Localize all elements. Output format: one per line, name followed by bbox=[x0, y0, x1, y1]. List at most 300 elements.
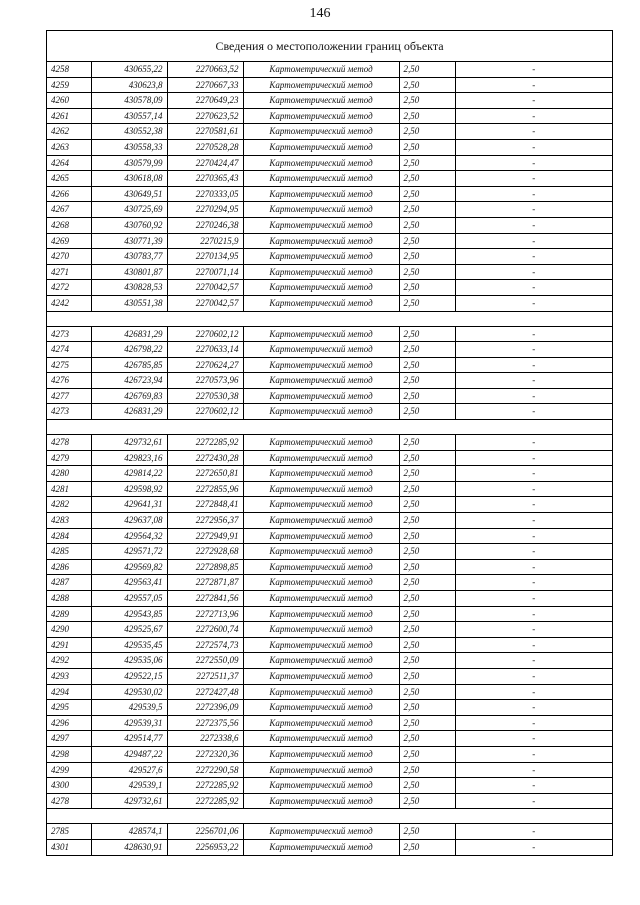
note-cell: - bbox=[455, 93, 612, 109]
table-row bbox=[47, 606, 612, 622]
table-row bbox=[47, 591, 612, 607]
coord-y-cell: 2256953,22 bbox=[167, 839, 243, 855]
point-number-cell: 4287 bbox=[47, 575, 91, 591]
method-cell: Картометрический метод bbox=[243, 575, 399, 591]
accuracy-cell: 2,50 bbox=[399, 700, 455, 716]
table-row bbox=[47, 77, 612, 93]
method-cell: Картометрический метод bbox=[243, 824, 399, 840]
point-number-cell: 4270 bbox=[47, 249, 91, 265]
method-cell: Картометрический метод bbox=[243, 778, 399, 794]
method-cell: Картометрический метод bbox=[243, 559, 399, 575]
point-number-cell: 4283 bbox=[47, 513, 91, 529]
table-row bbox=[47, 388, 612, 404]
note-cell: - bbox=[455, 186, 612, 202]
point-number-cell: 4274 bbox=[47, 342, 91, 358]
table-row bbox=[47, 342, 612, 358]
point-number-cell: 2785 bbox=[47, 824, 91, 840]
table-row bbox=[47, 824, 612, 840]
accuracy-cell: 2,50 bbox=[399, 357, 455, 373]
coord-y-cell: 2270424,47 bbox=[167, 155, 243, 171]
note-cell: - bbox=[455, 575, 612, 591]
accuracy-cell: 2,50 bbox=[399, 746, 455, 762]
coord-y-cell: 2272285,92 bbox=[167, 793, 243, 809]
method-cell: Картометрический метод bbox=[243, 264, 399, 280]
accuracy-cell: 2,50 bbox=[399, 217, 455, 233]
table-row bbox=[47, 249, 612, 265]
note-cell: - bbox=[455, 731, 612, 747]
coord-y-cell: 2270602,12 bbox=[167, 326, 243, 342]
note-cell: - bbox=[455, 778, 612, 794]
coord-x-cell: 429732,61 bbox=[91, 435, 167, 451]
table-row bbox=[47, 280, 612, 296]
coord-y-cell: 2270624,27 bbox=[167, 357, 243, 373]
coord-y-cell: 2272956,37 bbox=[167, 513, 243, 529]
accuracy-cell: 2,50 bbox=[399, 388, 455, 404]
note-cell: - bbox=[455, 295, 612, 311]
coord-y-cell: 2270667,33 bbox=[167, 77, 243, 93]
coord-x-cell: 429525,67 bbox=[91, 622, 167, 638]
method-cell: Картометрический метод bbox=[243, 653, 399, 669]
point-number-cell: 4278 bbox=[47, 793, 91, 809]
accuracy-cell: 2,50 bbox=[399, 186, 455, 202]
table-row bbox=[47, 404, 612, 420]
note-cell: - bbox=[455, 793, 612, 809]
table-row bbox=[47, 233, 612, 249]
group-separator bbox=[47, 311, 612, 326]
accuracy-cell: 2,50 bbox=[399, 622, 455, 638]
method-cell: Картометрический метод bbox=[243, 186, 399, 202]
accuracy-cell: 2,50 bbox=[399, 668, 455, 684]
coord-x-cell: 429563,41 bbox=[91, 575, 167, 591]
method-cell: Картометрический метод bbox=[243, 544, 399, 560]
table-row bbox=[47, 622, 612, 638]
accuracy-cell: 2,50 bbox=[399, 108, 455, 124]
note-cell: - bbox=[455, 668, 612, 684]
coord-x-cell: 430551,38 bbox=[91, 295, 167, 311]
coord-y-cell: 2270623,52 bbox=[167, 108, 243, 124]
point-number-cell: 4264 bbox=[47, 155, 91, 171]
coord-y-cell: 2270573,96 bbox=[167, 373, 243, 389]
accuracy-cell: 2,50 bbox=[399, 171, 455, 187]
method-cell: Картометрический метод bbox=[243, 139, 399, 155]
method-cell: Картометрический метод bbox=[243, 606, 399, 622]
point-number-cell: 4297 bbox=[47, 731, 91, 747]
accuracy-cell: 2,50 bbox=[399, 497, 455, 513]
coord-x-cell: 429557,05 bbox=[91, 591, 167, 607]
coord-x-cell: 430579,99 bbox=[91, 155, 167, 171]
table-row bbox=[47, 793, 612, 809]
coord-x-cell: 426798,22 bbox=[91, 342, 167, 358]
separator-cell bbox=[47, 809, 612, 824]
point-number-cell: 4279 bbox=[47, 450, 91, 466]
coord-y-cell: 2272949,91 bbox=[167, 528, 243, 544]
accuracy-cell: 2,50 bbox=[399, 839, 455, 855]
coord-y-cell: 2272285,92 bbox=[167, 435, 243, 451]
method-cell: Картометрический метод bbox=[243, 388, 399, 404]
point-number-cell: 4288 bbox=[47, 591, 91, 607]
method-cell: Картометрический метод bbox=[243, 746, 399, 762]
point-number-cell: 4273 bbox=[47, 326, 91, 342]
coord-x-cell: 430771,39 bbox=[91, 233, 167, 249]
coord-x-cell: 426785,85 bbox=[91, 357, 167, 373]
method-cell: Картометрический метод bbox=[243, 762, 399, 778]
accuracy-cell: 2,50 bbox=[399, 528, 455, 544]
accuracy-cell: 2,50 bbox=[399, 202, 455, 218]
method-cell: Картометрический метод bbox=[243, 357, 399, 373]
point-number-cell: 4295 bbox=[47, 700, 91, 716]
table-row bbox=[47, 295, 612, 311]
table-row bbox=[47, 839, 612, 855]
coord-y-cell: 2270042,57 bbox=[167, 280, 243, 296]
table-row bbox=[47, 435, 612, 451]
table-row bbox=[47, 217, 612, 233]
method-cell: Картометрический метод bbox=[243, 77, 399, 93]
coord-x-cell: 429522,15 bbox=[91, 668, 167, 684]
note-cell: - bbox=[455, 715, 612, 731]
point-number-cell: 4280 bbox=[47, 466, 91, 482]
accuracy-cell: 2,50 bbox=[399, 155, 455, 171]
coord-x-cell: 428630,91 bbox=[91, 839, 167, 855]
note-cell: - bbox=[455, 77, 612, 93]
point-number-cell: 4289 bbox=[47, 606, 91, 622]
note-cell: - bbox=[455, 357, 612, 373]
table-row bbox=[47, 513, 612, 529]
method-cell: Картометрический метод bbox=[243, 528, 399, 544]
coord-y-cell: 2272713,96 bbox=[167, 606, 243, 622]
coord-y-cell: 2270246,38 bbox=[167, 217, 243, 233]
accuracy-cell: 2,50 bbox=[399, 513, 455, 529]
coord-y-cell: 2272600,74 bbox=[167, 622, 243, 638]
point-number-cell: 4260 bbox=[47, 93, 91, 109]
accuracy-cell: 2,50 bbox=[399, 481, 455, 497]
method-cell: Картометрический метод bbox=[243, 497, 399, 513]
coord-x-cell: 429530,02 bbox=[91, 684, 167, 700]
coord-x-cell: 429641,31 bbox=[91, 497, 167, 513]
table-row bbox=[47, 155, 612, 171]
point-number-cell: 4242 bbox=[47, 295, 91, 311]
point-number-cell: 4269 bbox=[47, 233, 91, 249]
coord-x-cell: 430578,09 bbox=[91, 93, 167, 109]
note-cell: - bbox=[455, 388, 612, 404]
method-cell: Картометрический метод bbox=[243, 342, 399, 358]
coord-y-cell: 2272511,37 bbox=[167, 668, 243, 684]
note-cell: - bbox=[455, 637, 612, 653]
accuracy-cell: 2,50 bbox=[399, 404, 455, 420]
point-number-cell: 4259 bbox=[47, 77, 91, 93]
table-title: Сведения о местоположении границ объекта bbox=[47, 31, 612, 62]
coord-x-cell: 426769,83 bbox=[91, 388, 167, 404]
accuracy-cell: 2,50 bbox=[399, 591, 455, 607]
accuracy-cell: 2,50 bbox=[399, 139, 455, 155]
table-row bbox=[47, 497, 612, 513]
accuracy-cell: 2,50 bbox=[399, 450, 455, 466]
coord-x-cell: 429637,08 bbox=[91, 513, 167, 529]
coord-y-cell: 2270071,14 bbox=[167, 264, 243, 280]
table-row bbox=[47, 264, 612, 280]
coord-y-cell: 2270663,52 bbox=[167, 62, 243, 77]
accuracy-cell: 2,50 bbox=[399, 435, 455, 451]
coord-y-cell: 2270602,12 bbox=[167, 404, 243, 420]
accuracy-cell: 2,50 bbox=[399, 793, 455, 809]
coord-x-cell: 428574,1 bbox=[91, 824, 167, 840]
point-number-cell: 4263 bbox=[47, 139, 91, 155]
accuracy-cell: 2,50 bbox=[399, 544, 455, 560]
coord-x-cell: 429487,22 bbox=[91, 746, 167, 762]
method-cell: Картометрический метод bbox=[243, 637, 399, 653]
note-cell: - bbox=[455, 326, 612, 342]
table-row bbox=[47, 700, 612, 716]
note-cell: - bbox=[455, 404, 612, 420]
coord-y-cell: 2272290,58 bbox=[167, 762, 243, 778]
method-cell: Картометрический метод bbox=[243, 202, 399, 218]
method-cell: Картометрический метод bbox=[243, 155, 399, 171]
coord-y-cell: 2272841,56 bbox=[167, 591, 243, 607]
method-cell: Картометрический метод bbox=[243, 700, 399, 716]
accuracy-cell: 2,50 bbox=[399, 93, 455, 109]
table-row bbox=[47, 108, 612, 124]
point-number-cell: 4293 bbox=[47, 668, 91, 684]
point-number-cell: 4294 bbox=[47, 684, 91, 700]
method-cell: Картометрический метод bbox=[243, 108, 399, 124]
method-cell: Картометрический метод bbox=[243, 731, 399, 747]
coord-x-cell: 430655,22 bbox=[91, 62, 167, 77]
coord-y-cell: 2270528,28 bbox=[167, 139, 243, 155]
coord-x-cell: 430558,33 bbox=[91, 139, 167, 155]
coord-x-cell: 429535,45 bbox=[91, 637, 167, 653]
note-cell: - bbox=[455, 202, 612, 218]
table-row bbox=[47, 62, 612, 77]
accuracy-cell: 2,50 bbox=[399, 653, 455, 669]
note-cell: - bbox=[455, 497, 612, 513]
coord-x-cell: 429543,85 bbox=[91, 606, 167, 622]
method-cell: Картометрический метод bbox=[243, 326, 399, 342]
coord-x-cell: 429527,6 bbox=[91, 762, 167, 778]
coord-y-cell: 2272650,81 bbox=[167, 466, 243, 482]
note-cell: - bbox=[455, 746, 612, 762]
accuracy-cell: 2,50 bbox=[399, 637, 455, 653]
note-cell: - bbox=[455, 280, 612, 296]
table-row bbox=[47, 93, 612, 109]
accuracy-cell: 2,50 bbox=[399, 62, 455, 77]
coord-y-cell: 2270581,61 bbox=[167, 124, 243, 140]
coord-x-cell: 430760,92 bbox=[91, 217, 167, 233]
table-row bbox=[47, 124, 612, 140]
note-cell: - bbox=[455, 435, 612, 451]
coord-y-cell: 2272574,73 bbox=[167, 637, 243, 653]
separator-cell bbox=[47, 420, 612, 435]
note-cell: - bbox=[455, 606, 612, 622]
table-row bbox=[47, 139, 612, 155]
coord-y-cell: 2272320,36 bbox=[167, 746, 243, 762]
method-cell: Картометрический метод bbox=[243, 466, 399, 482]
table-row bbox=[47, 715, 612, 731]
note-cell: - bbox=[455, 762, 612, 778]
accuracy-cell: 2,50 bbox=[399, 575, 455, 591]
accuracy-cell: 2,50 bbox=[399, 715, 455, 731]
point-number-cell: 4285 bbox=[47, 544, 91, 560]
table-body bbox=[47, 62, 612, 855]
table-row bbox=[47, 637, 612, 653]
method-cell: Картометрический метод bbox=[243, 373, 399, 389]
note-cell: - bbox=[455, 700, 612, 716]
accuracy-cell: 2,50 bbox=[399, 326, 455, 342]
note-cell: - bbox=[455, 450, 612, 466]
point-number-cell: 4272 bbox=[47, 280, 91, 296]
coord-x-cell: 430725,69 bbox=[91, 202, 167, 218]
point-number-cell: 4275 bbox=[47, 357, 91, 373]
group-separator bbox=[47, 809, 612, 824]
point-number-cell: 4299 bbox=[47, 762, 91, 778]
coord-x-cell: 430623,8 bbox=[91, 77, 167, 93]
note-cell: - bbox=[455, 249, 612, 265]
table-row bbox=[47, 653, 612, 669]
point-number-cell: 4267 bbox=[47, 202, 91, 218]
accuracy-cell: 2,50 bbox=[399, 124, 455, 140]
coordinates-table bbox=[46, 30, 613, 856]
point-number-cell: 4281 bbox=[47, 481, 91, 497]
accuracy-cell: 2,50 bbox=[399, 559, 455, 575]
coord-x-cell: 426831,29 bbox=[91, 326, 167, 342]
method-cell: Картометрический метод bbox=[243, 233, 399, 249]
accuracy-cell: 2,50 bbox=[399, 824, 455, 840]
point-number-cell: 4265 bbox=[47, 171, 91, 187]
point-number-cell: 4286 bbox=[47, 559, 91, 575]
note-cell: - bbox=[455, 684, 612, 700]
table-row bbox=[47, 778, 612, 794]
point-number-cell: 4271 bbox=[47, 264, 91, 280]
coord-y-cell: 2272848,41 bbox=[167, 497, 243, 513]
coord-y-cell: 2272871,87 bbox=[167, 575, 243, 591]
coord-x-cell: 430649,51 bbox=[91, 186, 167, 202]
note-cell: - bbox=[455, 513, 612, 529]
table-row bbox=[47, 731, 612, 747]
note-cell: - bbox=[455, 528, 612, 544]
note-cell: - bbox=[455, 217, 612, 233]
point-number-cell: 4258 bbox=[47, 62, 91, 77]
table-row bbox=[47, 544, 612, 560]
coord-x-cell: 429539,1 bbox=[91, 778, 167, 794]
method-cell: Картометрический метод bbox=[243, 404, 399, 420]
table-row bbox=[47, 668, 612, 684]
coord-x-cell: 429823,16 bbox=[91, 450, 167, 466]
coord-y-cell: 2270633,14 bbox=[167, 342, 243, 358]
method-cell: Картометрический метод bbox=[243, 839, 399, 855]
accuracy-cell: 2,50 bbox=[399, 342, 455, 358]
note-cell: - bbox=[455, 653, 612, 669]
accuracy-cell: 2,50 bbox=[399, 606, 455, 622]
table-row bbox=[47, 450, 612, 466]
note-cell: - bbox=[455, 622, 612, 638]
table-row bbox=[47, 559, 612, 575]
coord-x-cell: 429571,72 bbox=[91, 544, 167, 560]
note-cell: - bbox=[455, 155, 612, 171]
note-cell: - bbox=[455, 591, 612, 607]
accuracy-cell: 2,50 bbox=[399, 249, 455, 265]
point-number-cell: 4262 bbox=[47, 124, 91, 140]
group-separator bbox=[47, 420, 612, 435]
point-number-cell: 4276 bbox=[47, 373, 91, 389]
coord-x-cell: 429814,22 bbox=[91, 466, 167, 482]
point-number-cell: 4298 bbox=[47, 746, 91, 762]
method-cell: Картометрический метод bbox=[243, 684, 399, 700]
table-row bbox=[47, 326, 612, 342]
coord-y-cell: 2270134,95 bbox=[167, 249, 243, 265]
coord-x-cell: 430783,77 bbox=[91, 249, 167, 265]
coord-y-cell: 2272898,85 bbox=[167, 559, 243, 575]
table-row bbox=[47, 684, 612, 700]
method-cell: Картометрический метод bbox=[243, 793, 399, 809]
table-row bbox=[47, 528, 612, 544]
coord-y-cell: 2272338,6 bbox=[167, 731, 243, 747]
note-cell: - bbox=[455, 544, 612, 560]
note-cell: - bbox=[455, 342, 612, 358]
table-row bbox=[47, 746, 612, 762]
coord-x-cell: 429535,06 bbox=[91, 653, 167, 669]
coord-x-cell: 429539,5 bbox=[91, 700, 167, 716]
coord-y-cell: 2270042,57 bbox=[167, 295, 243, 311]
point-number-cell: 4291 bbox=[47, 637, 91, 653]
coord-x-cell: 430828,53 bbox=[91, 280, 167, 296]
coord-y-cell: 2272375,56 bbox=[167, 715, 243, 731]
coord-y-cell: 2270365,43 bbox=[167, 171, 243, 187]
method-cell: Картометрический метод bbox=[243, 435, 399, 451]
note-cell: - bbox=[455, 373, 612, 389]
table-row bbox=[47, 171, 612, 187]
coord-y-cell: 2270333,05 bbox=[167, 186, 243, 202]
accuracy-cell: 2,50 bbox=[399, 280, 455, 296]
method-cell: Картометрический метод bbox=[243, 124, 399, 140]
coord-x-cell: 429569,82 bbox=[91, 559, 167, 575]
method-cell: Картометрический метод bbox=[243, 295, 399, 311]
coord-x-cell: 429732,61 bbox=[91, 793, 167, 809]
coord-x-cell: 429564,32 bbox=[91, 528, 167, 544]
accuracy-cell: 2,50 bbox=[399, 77, 455, 93]
coord-x-cell: 429539,31 bbox=[91, 715, 167, 731]
method-cell: Картометрический метод bbox=[243, 481, 399, 497]
method-cell: Картометрический метод bbox=[243, 249, 399, 265]
method-cell: Картометрический метод bbox=[243, 450, 399, 466]
coord-y-cell: 2272285,92 bbox=[167, 778, 243, 794]
coord-x-cell: 430618,08 bbox=[91, 171, 167, 187]
table-row bbox=[47, 202, 612, 218]
method-cell: Картометрический метод bbox=[243, 217, 399, 233]
table-row bbox=[47, 373, 612, 389]
coord-x-cell: 430557,14 bbox=[91, 108, 167, 124]
note-cell: - bbox=[455, 481, 612, 497]
point-number-cell: 4278 bbox=[47, 435, 91, 451]
accuracy-cell: 2,50 bbox=[399, 295, 455, 311]
table-row bbox=[47, 357, 612, 373]
accuracy-cell: 2,50 bbox=[399, 731, 455, 747]
coord-x-cell: 426831,29 bbox=[91, 404, 167, 420]
method-cell: Картометрический метод bbox=[243, 715, 399, 731]
note-cell: - bbox=[455, 264, 612, 280]
note-cell: - bbox=[455, 839, 612, 855]
point-number-cell: 4273 bbox=[47, 404, 91, 420]
coord-x-cell: 426723,94 bbox=[91, 373, 167, 389]
coord-x-cell: 430552,38 bbox=[91, 124, 167, 140]
coord-y-cell: 2270294,95 bbox=[167, 202, 243, 218]
coord-y-cell: 2272396,09 bbox=[167, 700, 243, 716]
table-row bbox=[47, 481, 612, 497]
coord-y-cell: 2272928,68 bbox=[167, 544, 243, 560]
method-cell: Картометрический метод bbox=[243, 93, 399, 109]
coord-y-cell: 2272855,96 bbox=[167, 481, 243, 497]
point-number-cell: 4300 bbox=[47, 778, 91, 794]
note-cell: - bbox=[455, 824, 612, 840]
coord-y-cell: 2270649,23 bbox=[167, 93, 243, 109]
method-cell: Картометрический метод bbox=[243, 171, 399, 187]
